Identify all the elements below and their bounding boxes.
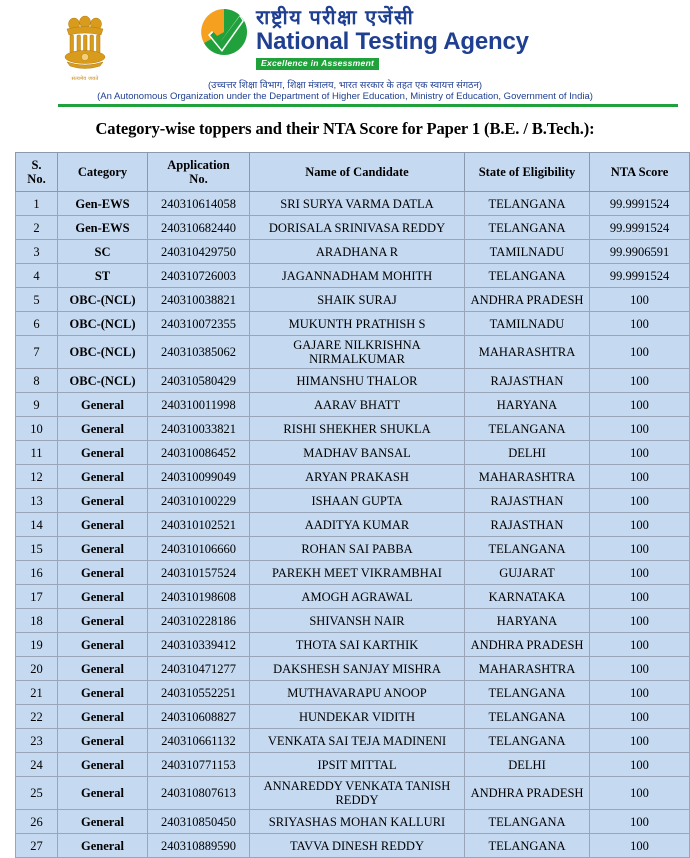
- cell-name: PAREKH MEET VIKRAMBHAI: [250, 561, 465, 585]
- cell-sno: 7: [16, 336, 58, 369]
- cell-category: General: [58, 513, 148, 537]
- cell-nta-score: 100: [590, 681, 690, 705]
- cell-state: RAJASTHAN: [465, 489, 590, 513]
- cell-name: ANNAREDDY VENKATA TANISH REDDY: [250, 777, 465, 810]
- cell-category: General: [58, 834, 148, 858]
- cell-sno: 4: [16, 264, 58, 288]
- cell-sno: 26: [16, 810, 58, 834]
- cell-name: AMOGH AGRAWAL: [250, 585, 465, 609]
- cell-nta-score: 100: [590, 312, 690, 336]
- table-row: [16, 834, 690, 858]
- cell-state: DELHI: [465, 753, 590, 777]
- table-body: [16, 192, 690, 858]
- cell-application-no: 240310106660: [148, 537, 250, 561]
- cell-application-no: 240310726003: [148, 264, 250, 288]
- cell-nta-score: 100: [590, 561, 690, 585]
- cell-category: General: [58, 537, 148, 561]
- cell-application-no: 240310471277: [148, 657, 250, 681]
- cell-state: TELANGANA: [465, 417, 590, 441]
- cell-nta-score: 100: [590, 288, 690, 312]
- cell-application-no: 240310086452: [148, 441, 250, 465]
- cell-sno: 17: [16, 585, 58, 609]
- cell-state: TELANGANA: [465, 681, 590, 705]
- cell-category: General: [58, 417, 148, 441]
- cell-state: GUJARAT: [465, 561, 590, 585]
- cell-state: TELANGANA: [465, 537, 590, 561]
- cell-category: General: [58, 810, 148, 834]
- cell-nta-score: 100: [590, 369, 690, 393]
- cell-category: Gen-EWS: [58, 192, 148, 216]
- cell-sno: 9: [16, 393, 58, 417]
- table-row: [16, 393, 690, 417]
- cell-name: ARADHANA R: [250, 240, 465, 264]
- column-header-sno-line2: No.: [27, 172, 46, 186]
- header-divider: [58, 104, 678, 107]
- cell-category: OBC-(NCL): [58, 288, 148, 312]
- cell-application-no: 240310339412: [148, 633, 250, 657]
- cell-state: DELHI: [465, 441, 590, 465]
- cell-sno: 11: [16, 441, 58, 465]
- emblem-motto: सत्यमेव जयते: [71, 76, 99, 82]
- cell-application-no: 240310157524: [148, 561, 250, 585]
- document-header: [0, 0, 690, 110]
- cell-state: RAJASTHAN: [465, 513, 590, 537]
- table-row: [16, 192, 690, 216]
- column-header-app-line2: No.: [189, 172, 208, 186]
- cell-sno: 6: [16, 312, 58, 336]
- cell-state: TELANGANA: [465, 834, 590, 858]
- cell-category: SC: [58, 240, 148, 264]
- cell-nta-score: 100: [590, 777, 690, 810]
- cell-state: TELANGANA: [465, 705, 590, 729]
- cell-name: SHIVANSH NAIR: [250, 609, 465, 633]
- table-row: [16, 561, 690, 585]
- cell-sno: 25: [16, 777, 58, 810]
- column-header-state: State of Eligibility: [465, 153, 590, 192]
- cell-category: General: [58, 465, 148, 489]
- cell-category: General: [58, 777, 148, 810]
- cell-category: General: [58, 585, 148, 609]
- cell-category: General: [58, 753, 148, 777]
- cell-state: HARYANA: [465, 609, 590, 633]
- cell-nta-score: 100: [590, 465, 690, 489]
- cell-nta-score: 100: [590, 513, 690, 537]
- cell-category: OBC-(NCL): [58, 312, 148, 336]
- cell-category: Gen-EWS: [58, 216, 148, 240]
- cell-name: THOTA SAI KARTHIK: [250, 633, 465, 657]
- cell-sno: 5: [16, 288, 58, 312]
- cell-sno: 18: [16, 609, 58, 633]
- column-header-name: Name of Candidate: [250, 153, 465, 192]
- cell-state: TAMILNADU: [465, 240, 590, 264]
- column-header-sno-line1: S.: [31, 158, 42, 172]
- cell-state: MAHARASHTRA: [465, 465, 590, 489]
- cell-sno: 12: [16, 465, 58, 489]
- cell-category: General: [58, 393, 148, 417]
- cell-category: General: [58, 705, 148, 729]
- column-header-app-line1: Application: [167, 158, 230, 172]
- table-row: [16, 336, 690, 369]
- column-header-sno: [16, 153, 58, 192]
- cell-name: GAJARE NILKRISHNA NIRMALKUMAR: [250, 336, 465, 369]
- column-header-application-no: [148, 153, 250, 192]
- nta-title-english: National Testing Agency: [256, 28, 529, 55]
- cell-application-no: 240310198608: [148, 585, 250, 609]
- cell-application-no: 240310228186: [148, 609, 250, 633]
- cell-state: TELANGANA: [465, 729, 590, 753]
- table-row: [16, 585, 690, 609]
- cell-sno: 3: [16, 240, 58, 264]
- table-row: [16, 417, 690, 441]
- cell-category: OBC-(NCL): [58, 369, 148, 393]
- cell-name: DAKSHESH SANJAY MISHRA: [250, 657, 465, 681]
- cell-nta-score: 100: [590, 336, 690, 369]
- cell-nta-score: 100: [590, 633, 690, 657]
- cell-state: RAJASTHAN: [465, 369, 590, 393]
- column-header-nta-score: NTA Score: [590, 153, 690, 192]
- cell-sno: 24: [16, 753, 58, 777]
- cell-application-no: 240310661132: [148, 729, 250, 753]
- cell-sno: 10: [16, 417, 58, 441]
- cell-category: General: [58, 681, 148, 705]
- cell-category: OBC-(NCL): [58, 336, 148, 369]
- cell-application-no: 240310682440: [148, 216, 250, 240]
- cell-name: IPSIT MITTAL: [250, 753, 465, 777]
- table-row: [16, 681, 690, 705]
- cell-sno: 20: [16, 657, 58, 681]
- cell-name: SRIYASHAS MOHAN KALLURI: [250, 810, 465, 834]
- cell-name: MUTHAVARAPU ANOOP: [250, 681, 465, 705]
- nta-checkmark-icon: [200, 8, 248, 56]
- cell-name: MUKUNTH PRATHISH S: [250, 312, 465, 336]
- cell-state: ANDHRA PRADESH: [465, 633, 590, 657]
- cell-state: KARNATAKA: [465, 585, 590, 609]
- cell-state: HARYANA: [465, 393, 590, 417]
- cell-name: AARAV BHATT: [250, 393, 465, 417]
- cell-nta-score: 100: [590, 834, 690, 858]
- page-title: Category-wise toppers and their NTA Score for Paper 1 (B.E. / B.Tech.):: [95, 119, 595, 138]
- table-row: [16, 369, 690, 393]
- cell-nta-score: 100: [590, 417, 690, 441]
- cell-application-no: 240310033821: [148, 417, 250, 441]
- emblem-lions-icon: [57, 13, 113, 75]
- cell-application-no: 240310011998: [148, 393, 250, 417]
- nta-title-hindi: राष्ट्रीय परीक्षा एजेंसी: [256, 7, 415, 29]
- cell-nta-score: 100: [590, 753, 690, 777]
- cell-state: TAMILNADU: [465, 312, 590, 336]
- table-header-row: [16, 153, 690, 192]
- cell-application-no: 240310038821: [148, 288, 250, 312]
- cell-application-no: 240310850450: [148, 810, 250, 834]
- cell-application-no: 240310385062: [148, 336, 250, 369]
- cell-state: MAHARASHTRA: [465, 657, 590, 681]
- cell-category: General: [58, 441, 148, 465]
- cell-sno: 1: [16, 192, 58, 216]
- cell-application-no: 240310807613: [148, 777, 250, 810]
- cell-application-no: 240310100229: [148, 489, 250, 513]
- cell-nta-score: 100: [590, 393, 690, 417]
- cell-nta-score: 100: [590, 810, 690, 834]
- cell-nta-score: 100: [590, 705, 690, 729]
- cell-nta-score: 100: [590, 657, 690, 681]
- toppers-table: [15, 152, 690, 858]
- cell-nta-score: 99.9906591: [590, 240, 690, 264]
- cell-name: HIMANSHU THALOR: [250, 369, 465, 393]
- cell-name: ROHAN SAI PABBA: [250, 537, 465, 561]
- cell-sno: 2: [16, 216, 58, 240]
- table-row: [16, 288, 690, 312]
- nta-tagline: Excellence in Assessment: [256, 58, 379, 70]
- cell-state: TELANGANA: [465, 810, 590, 834]
- cell-state: MAHARASHTRA: [465, 336, 590, 369]
- cell-name: AADITYA KUMAR: [250, 513, 465, 537]
- cell-name: RISHI SHEKHER SHUKLA: [250, 417, 465, 441]
- cell-category: General: [58, 609, 148, 633]
- cell-sno: 21: [16, 681, 58, 705]
- toppers-table-container: [15, 152, 675, 858]
- table-row: [16, 240, 690, 264]
- cell-state: ANDHRA PRADESH: [465, 777, 590, 810]
- cell-name: HUNDEKAR VIDITH: [250, 705, 465, 729]
- cell-category: General: [58, 633, 148, 657]
- cell-nta-score: 100: [590, 441, 690, 465]
- cell-category: General: [58, 561, 148, 585]
- table-row: [16, 609, 690, 633]
- cell-sno: 15: [16, 537, 58, 561]
- cell-state: TELANGANA: [465, 192, 590, 216]
- table-row: [16, 537, 690, 561]
- cell-nta-score: 100: [590, 585, 690, 609]
- cell-nta-score: 99.9991524: [590, 216, 690, 240]
- cell-sno: 27: [16, 834, 58, 858]
- cell-category: General: [58, 657, 148, 681]
- table-row: [16, 777, 690, 810]
- cell-sno: 8: [16, 369, 58, 393]
- cell-name: ISHAAN GUPTA: [250, 489, 465, 513]
- table-row: [16, 753, 690, 777]
- cell-name: TAVVA DINESH REDDY: [250, 834, 465, 858]
- cell-application-no: 240310580429: [148, 369, 250, 393]
- cell-nta-score: 100: [590, 537, 690, 561]
- cell-application-no: 240310552251: [148, 681, 250, 705]
- cell-application-no: 240310099049: [148, 465, 250, 489]
- table-header: [16, 153, 690, 192]
- cell-application-no: 240310771153: [148, 753, 250, 777]
- cell-nta-score: 99.9991524: [590, 192, 690, 216]
- cell-application-no: 240310614058: [148, 192, 250, 216]
- cell-name: VENKATA SAI TEJA MADINENI: [250, 729, 465, 753]
- table-row: [16, 489, 690, 513]
- cell-category: ST: [58, 264, 148, 288]
- cell-name: DORISALA SRINIVASA REDDY: [250, 216, 465, 240]
- cell-state: TELANGANA: [465, 264, 590, 288]
- cell-state: TELANGANA: [465, 216, 590, 240]
- cell-state: ANDHRA PRADESH: [465, 288, 590, 312]
- cell-sno: 23: [16, 729, 58, 753]
- cell-name: JAGANNADHAM MOHITH: [250, 264, 465, 288]
- india-state-emblem: [52, 6, 118, 82]
- table-row: [16, 810, 690, 834]
- table-row: [16, 657, 690, 681]
- cell-nta-score: 100: [590, 489, 690, 513]
- cell-sno: 19: [16, 633, 58, 657]
- subtitle-hindi: (उच्चत्तर शिक्षा विभाग, शिक्षा मंत्रालय, भारत सरकार के तहत एक स्वायत्त संगठन): [207, 80, 483, 91]
- cell-sno: 13: [16, 489, 58, 513]
- table-row: [16, 729, 690, 753]
- table-row: [16, 465, 690, 489]
- cell-sno: 22: [16, 705, 58, 729]
- subtitle-english: (An Autonomous Organization under the Department of Higher Education, Ministry of Education, Government of India): [97, 91, 593, 102]
- cell-nta-score: 100: [590, 729, 690, 753]
- cell-name: ARYAN PRAKASH: [250, 465, 465, 489]
- cell-application-no: 240310889590: [148, 834, 250, 858]
- table-row: [16, 633, 690, 657]
- cell-nta-score: 99.9991524: [590, 264, 690, 288]
- cell-sno: 14: [16, 513, 58, 537]
- column-header-category: Category: [58, 153, 148, 192]
- cell-application-no: 240310429750: [148, 240, 250, 264]
- cell-sno: 16: [16, 561, 58, 585]
- cell-name: SRI SURYA VARMA DATLA: [250, 192, 465, 216]
- nta-logo: [200, 8, 529, 70]
- cell-nta-score: 100: [590, 609, 690, 633]
- cell-application-no: 240310608827: [148, 705, 250, 729]
- cell-category: General: [58, 729, 148, 753]
- cell-application-no: 240310072355: [148, 312, 250, 336]
- table-row: [16, 264, 690, 288]
- table-row: [16, 312, 690, 336]
- cell-application-no: 240310102521: [148, 513, 250, 537]
- table-row: [16, 513, 690, 537]
- cell-name: SHAIK SURAJ: [250, 288, 465, 312]
- cell-name: MADHAV BANSAL: [250, 441, 465, 465]
- table-row: [16, 441, 690, 465]
- table-row: [16, 216, 690, 240]
- table-row: [16, 705, 690, 729]
- cell-category: General: [58, 489, 148, 513]
